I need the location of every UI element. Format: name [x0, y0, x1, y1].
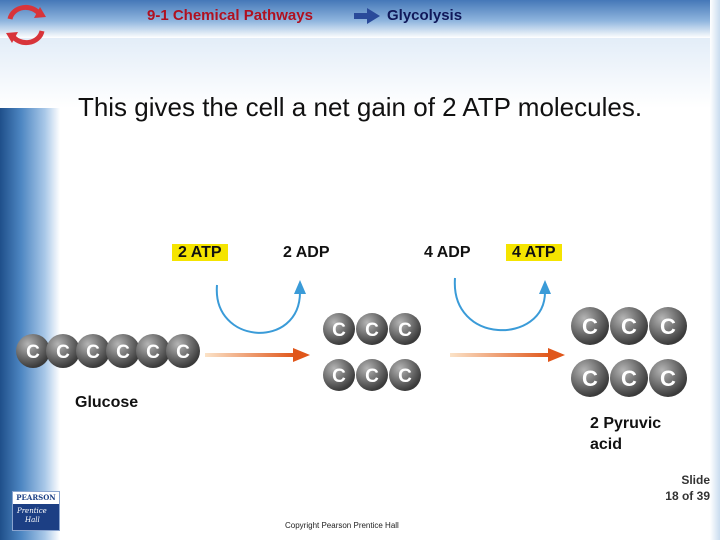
pyruvic-acid-label-line2: acid — [590, 436, 623, 453]
logo-line2: Hall — [25, 516, 40, 524]
adp-output-label: 2 ADP — [283, 244, 330, 261]
atp-to-adp-arrowhead — [294, 280, 306, 294]
carbon-label: C — [86, 342, 100, 363]
logo-top-text: PEARSON — [13, 492, 59, 504]
slide-word: Slide — [681, 473, 710, 487]
reaction-arrow-1-shaft — [205, 353, 295, 357]
adp-to-atp-curve-arrow — [455, 278, 545, 330]
reaction-arrow-2-shaft — [450, 353, 550, 357]
reaction-arrow-1-head — [293, 348, 310, 362]
main-statement: This gives the cell a net gain of 2 ATP molecules. — [77, 92, 643, 122]
carbon-label: C — [116, 342, 130, 363]
atp-to-adp-curve-arrow — [217, 285, 300, 333]
carbon-label: C — [660, 366, 676, 391]
carbon-label: C — [332, 366, 346, 387]
carbon-label: C — [176, 342, 190, 363]
carbon-label: C — [582, 366, 598, 391]
glucose-molecule — [16, 334, 200, 368]
breadcrumb-section: 9-1 Chemical Pathways — [147, 7, 313, 24]
reaction-arrow-2-head — [548, 348, 565, 362]
logo-bottom-text — [17, 507, 47, 525]
carbon-label: C — [660, 314, 676, 339]
breadcrumb-topic: Glycolysis — [387, 7, 463, 24]
carbon-label: C — [621, 314, 637, 339]
carbon-label: C — [26, 342, 40, 363]
pyruvic-acid-label-line1: 2 Pyruvic — [590, 415, 662, 432]
atp-input-label: 2 ATP — [172, 244, 228, 261]
logo-line1: Prentice — [17, 507, 47, 515]
copyright-text: Copyright Pearson Prentice Hall — [285, 521, 399, 530]
carbon-label: C — [146, 342, 160, 363]
carbon-label: C — [56, 342, 70, 363]
carbon-label: C — [398, 366, 412, 387]
carbon-label: C — [365, 320, 379, 341]
slide-number: 18 of 39 — [665, 489, 710, 503]
carbon-label: C — [621, 366, 637, 391]
atp-output-label: 4 ATP — [506, 244, 562, 261]
glucose-label: Glucose — [75, 394, 139, 411]
publisher-logo — [12, 491, 60, 531]
carbon-label: C — [332, 320, 346, 341]
carbon-label: C — [398, 320, 412, 341]
adp-input-label: 4 ADP — [424, 244, 471, 261]
carbon-label: C — [582, 314, 598, 339]
adp-to-atp-arrowhead — [539, 280, 551, 294]
carbon-label: C — [365, 366, 379, 387]
